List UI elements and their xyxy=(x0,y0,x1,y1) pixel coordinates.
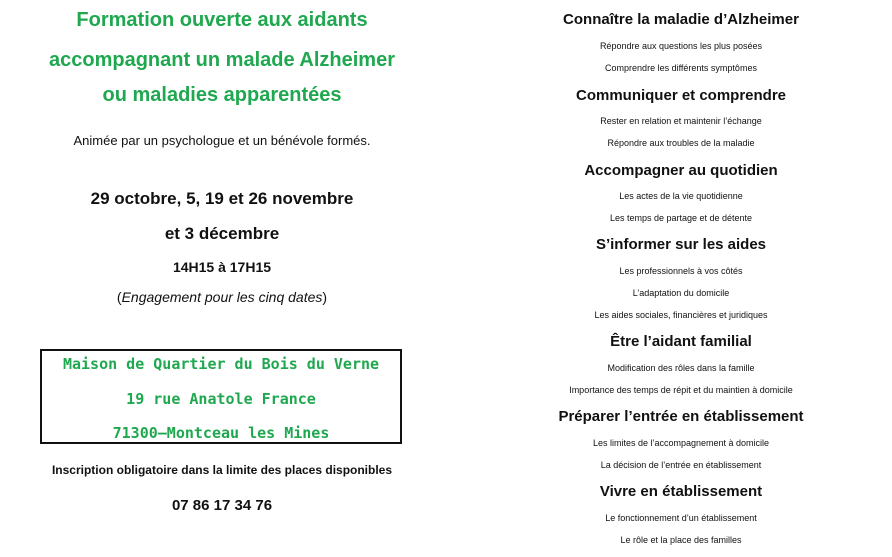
time-range: 14H15 à 17H15 xyxy=(172,259,272,275)
section-title-2: Communiquer et comprendre xyxy=(575,87,787,104)
section-4-item-1: Les professionnels à vos côtés xyxy=(619,266,743,276)
section-7-item-1: Le fonctionnement d’un établissement xyxy=(605,513,757,523)
engagement-note xyxy=(0,289,444,305)
title-line-2: accompagnant un malade Alzheimer xyxy=(48,49,395,71)
subtitle: Animée par un psychologue et un bénévole formés. xyxy=(73,133,371,148)
address-line-3: 71300—Montceau les Mines xyxy=(112,424,330,442)
section-title-4: S’informer sur les aides xyxy=(595,236,767,253)
section-3-item-2: Les temps de partage et de détente xyxy=(609,213,753,223)
section-4-item-2: L’adaptation du domicile xyxy=(632,288,730,298)
address-line-1: Maison de Quartier du Bois du Verne xyxy=(62,355,380,373)
section-title-5: Être l’aidant familial xyxy=(610,333,752,350)
section-5-item-1: Modification des rôles dans la famille xyxy=(607,363,755,373)
section-6-item-2: La décision de l’entrée en établissement xyxy=(600,460,762,470)
program-column xyxy=(470,0,892,557)
dates-line-2: et 3 décembre xyxy=(164,224,280,243)
phone-number: 07 86 17 34 76 xyxy=(171,497,273,514)
section-2-item-1: Rester en relation et maintenir l’échange xyxy=(600,116,762,126)
section-title-3: Accompagner au quotidien xyxy=(584,162,778,179)
inscription-note: Inscription obligatoire dans la limite des places disponibles xyxy=(51,463,393,477)
section-1-item-1: Répondre aux questions les plus posées xyxy=(599,41,763,51)
engagement-open: ( xyxy=(116,289,122,305)
section-7-item-2: Le rôle et la place des familles xyxy=(620,535,742,545)
left-column xyxy=(0,0,444,557)
section-1-item-2: Comprendre les différents symptômes xyxy=(605,63,757,73)
section-title-7: Vivre en établissement xyxy=(599,483,763,500)
address-line-2: 19 rue Anatole France xyxy=(126,390,316,408)
section-3-item-1: Les actes de la vie quotidienne xyxy=(619,191,743,201)
dates-line-1: 29 octobre, 5, 19 et 26 novembre xyxy=(90,189,354,208)
title-line-1: Formation ouverte aux aidants xyxy=(76,9,368,31)
section-6-item-1: Les limites de l’accompagnement à domicile xyxy=(592,438,770,448)
title-line-3: ou maladies apparentées xyxy=(102,84,342,106)
section-title-1: Connaître la maladie d’Alzheimer xyxy=(563,11,799,28)
section-2-item-2: Répondre aux troubles de la maladie xyxy=(607,138,755,148)
address-box xyxy=(40,349,402,444)
engagement-text: Engagement pour les cinq dates xyxy=(121,289,323,305)
section-title-6: Préparer l’entrée en établissement xyxy=(558,408,804,425)
section-5-item-2: Importance des temps de répit et du maintien à domicile xyxy=(569,385,793,395)
engagement-close: ) xyxy=(322,289,328,305)
section-4-item-3: Les aides sociales, financières et juridiques xyxy=(594,310,768,320)
